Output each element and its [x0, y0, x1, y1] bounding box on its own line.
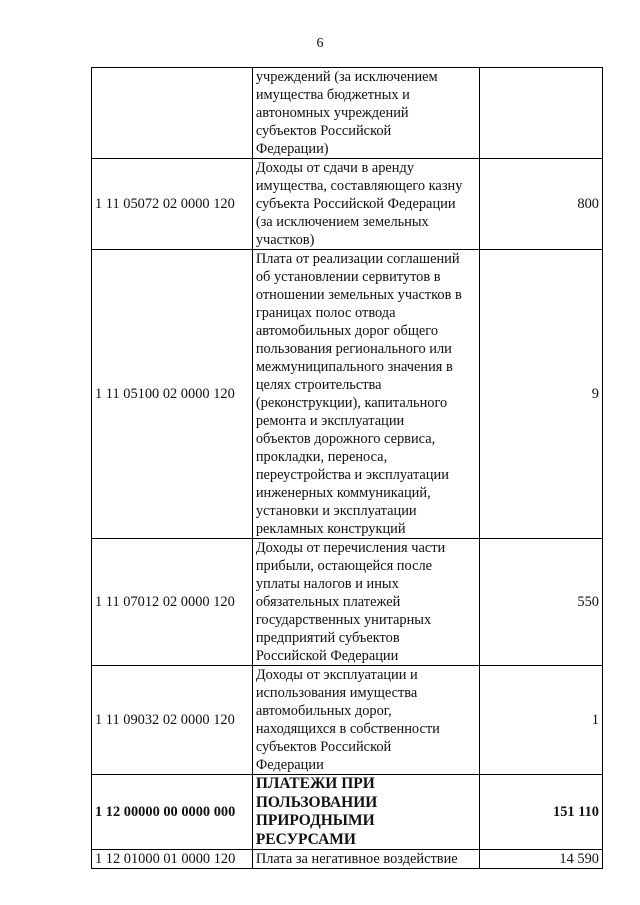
description-line: переустройства и эксплуатации	[255, 467, 449, 483]
description-line: целях строительства	[255, 377, 382, 393]
row-description	[252, 666, 479, 775]
row-description	[252, 775, 479, 850]
amount: 14 590	[479, 850, 602, 869]
description-line: об установлении сервитутов в	[255, 269, 441, 285]
description-line: ПРИРОДНЫМИ	[255, 812, 375, 829]
row-description	[252, 539, 479, 666]
description-line: (за исключением земельных	[255, 214, 429, 230]
table-row	[92, 68, 603, 159]
amount: 800	[479, 159, 602, 250]
description-line: Доходы от перечисления части	[255, 540, 446, 556]
description-line: субъектов Российской	[255, 739, 392, 755]
description-line: субъекта Российской Федерации	[255, 196, 456, 212]
description-line: Доходы от эксплуатации и	[255, 667, 418, 683]
description-line: рекламных конструкций	[255, 521, 406, 537]
description-line: РЕСУРСАМИ	[255, 830, 356, 848]
description-line: имущества, составляющего казну	[255, 178, 463, 194]
budget-code: 1 12 00000 00 0000 000	[92, 775, 253, 850]
description-line: Федерации	[255, 757, 324, 773]
description-line: прокладки, переноса,	[255, 449, 388, 465]
budget-code: 1 11 05100 02 0000 120	[92, 250, 253, 539]
table-row	[92, 539, 603, 666]
amount: 9	[479, 250, 602, 539]
description-line: автомобильных дорог общего	[255, 323, 439, 339]
description-line: прибыли, остающейся после	[255, 558, 433, 574]
amount	[479, 68, 602, 159]
description-line: обязательных платежей	[255, 594, 401, 610]
description-line: пользования регионального или	[255, 341, 452, 357]
table-row	[92, 250, 603, 539]
table-row-section-total	[92, 775, 603, 850]
description-line: уплаты налогов и иных	[255, 576, 399, 592]
description-line: ремонта и эксплуатации	[255, 413, 405, 429]
table-row	[92, 159, 603, 250]
row-description	[252, 850, 479, 869]
description-line: имущества бюджетных и	[255, 87, 410, 103]
description-line: Плата от реализации соглашений	[255, 251, 460, 267]
description-line: автономных учреждений	[255, 105, 409, 121]
row-description	[252, 159, 479, 250]
description-line: находящихся в собственности	[255, 721, 440, 737]
page-number: 6	[316, 36, 324, 51]
row-description	[252, 250, 479, 539]
table-row	[92, 850, 603, 869]
description-line: учреждений (за исключением	[255, 69, 438, 85]
description-line: отношении земельных участков в	[255, 287, 462, 303]
description-line: участков)	[255, 232, 315, 248]
amount: 1	[479, 666, 602, 775]
revenue-table	[91, 67, 603, 869]
description-line: государственных унитарных	[255, 612, 432, 628]
budget-code: 1 12 01000 01 0000 120	[92, 850, 253, 869]
description-line: установки и эксплуатации	[255, 503, 417, 519]
description-line: Доходы от сдачи в аренду	[255, 160, 415, 176]
description-line: ПОЛЬЗОВАНИИ	[255, 793, 378, 811]
description-line: Плата за негативное воздействие	[255, 851, 458, 867]
amount: 151 110	[479, 775, 602, 850]
description-line: ПЛАТЕЖИ ПРИ	[255, 775, 375, 792]
budget-code: 1 11 09032 02 0000 120	[92, 666, 253, 775]
description-line: (реконструкции), капитального	[255, 395, 448, 411]
amount: 550	[479, 539, 602, 666]
description-line: предприятий субъектов	[255, 630, 400, 646]
description-line: Федерации)	[255, 141, 329, 157]
description-line: инженерных коммуникаций,	[255, 485, 431, 501]
description-line: субъектов Российской	[255, 123, 392, 139]
description-line: автомобильных дорог,	[255, 703, 392, 719]
budget-code: 1 11 05072 02 0000 120	[92, 159, 253, 250]
row-description	[252, 68, 479, 159]
budget-code	[92, 68, 253, 159]
description-line: объектов дорожного сервиса,	[255, 431, 436, 447]
description-line: границах полос отвода	[255, 305, 396, 321]
description-line: Российской Федерации	[255, 648, 399, 664]
budget-code: 1 11 07012 02 0000 120	[92, 539, 253, 666]
description-line: использования имущества	[255, 685, 418, 701]
table-row	[92, 666, 603, 775]
description-line: межмуниципального значения в	[255, 359, 453, 375]
